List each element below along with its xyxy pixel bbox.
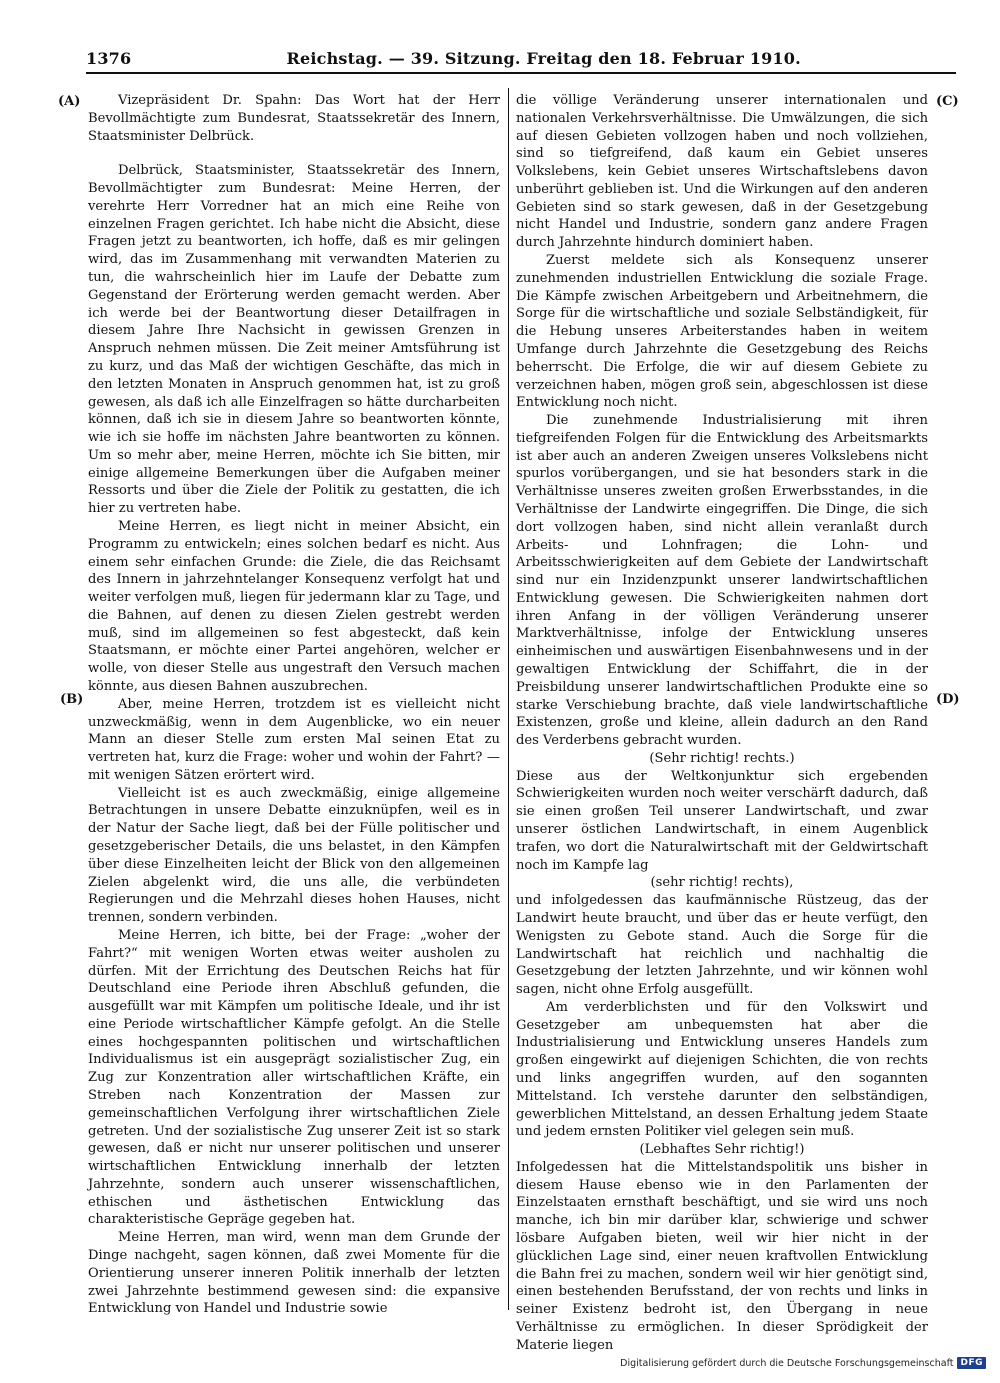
interjection: (sehr richtig! rechts), — [650, 875, 794, 891]
page-number: 1376 — [86, 49, 132, 68]
paragraph: Meine Herren, es liegt nicht in meiner Absicht, ein Programm zu entwickeln; eines solchen bedarf es nicht. Aus einem sehr einfachen Grunde: die Ziele, die das Reichsamt des Innern in jahrzehntelanger Konsequenz verfolgt hat und weiter verfolgen muß, liegen für jedermann klar zu Tage, und die Bahnen, auf denen zu diesen Zielen gestrebt werden muß, sind im allgemeinen so fest abgesteckt, daß kein Staatsmann, er möchte einer Partei angehören, welcher er wolle, von dieser Stelle aus ungestraft den Versuch machen könnte, aus diesen Bahnen auszubrechen. — [88, 518, 500, 694]
column-divider — [508, 88, 509, 1310]
paragraph: Meine Herren, man wird, wenn man dem Grunde der Dinge nachgeht, sagen können, daß zwei Momente für die Orientierung unserer inneren Politik innerhalb der letzten zwei Jahrzehnte bestimmend gewesen sind: die expansive Entwicklung von Handel und Industrie sowie — [88, 1230, 500, 1317]
paragraph: Aber, meine Herren, trotzdem ist es vielleicht nicht unzweckmäßig, wenn in dem Augenblicke, wo ein neuer Mann an dieser Stelle zum ersten Mal seinen Etat zu vertreten hat, kurz die Frage: woher und wohin der Fahrt? — mit wenigen Sätzen erörtert wird. — [88, 696, 500, 783]
paragraph: und infolgedessen das kaufmännische Rüstzeug, das der Landwirt heute braucht, und über das er heute verfügt, den Wenigsten zu Gebote stand. Auch die Sorge für die Landwirtschaft hat reichlich und nachhaltig die Gesetzgebung der letzten Jahrzehnte, und wir können wohl sagen, nicht ohne Erfolg ausgefüllt. — [516, 893, 928, 998]
paragraph: Infolgedessen hat die Mittelstandspolitik uns bisher in diesem Hause ebenso wie in den Parlamenten der Einzelstaaten ernsthaft beschäftigt, und sie wird uns noch manche, ich bin mir darüber klar, schwierige und schwer lösbare Aufgaben bieten, weil wir hier nicht in der glücklichen Lage sind, einer neuen kraftvollen Entwicklung die Bahn frei zu machen, sondern weil wir hier genötigt sind, einen bestehenden Berufsstand, der von rechts und links in seiner Existenz bedroht ist, den Übergang in neue Verhältnisse zu ermöglichen. In dieser Sprödigkeit der Materie liegen — [516, 1159, 928, 1353]
margin-marker-d: (D) — [936, 692, 960, 707]
paragraph: Vielleicht ist es auch zweckmäßig, einige allgemeine Betrachtungen in unsere Debatte einzuknüpfen, weil es in der Natur der Sache liegt, daß bei der Fülle politischer und gesetzgeberischer Details, die uns belastet, in den Kämpfen über diese Einzelheiten leicht der Blick von den allgemeinen Zielen abgelenkt wird, die uns alle, die verbündeten Regierungen und die Mehrzahl dieses hohen Hauses, nicht trennen, sondern verbinden. — [88, 785, 500, 926]
page-header — [86, 42, 956, 68]
paragraph: die völlige Veränderung unserer internationalen und nationalen Verkehrsverhältnisse. Die Umwälzungen, die sich auf diesen Gebieten vollzogen haben und noch vollziehen, sind so tiefgreifend, daß kaum ein Gebiet unseres Volkslebens, kein Gebiet unseres Wirtschaftslebens davon unberührt geblieben ist. Und die Wirkungen auf den anderen Gebieten sind so stark gewesen, daß in der Gesetzgebung nicht Handel und Industrie, sondern ganz andere Fragen durch Jahrzehnte hindurch dominiert haben. — [516, 93, 928, 251]
paragraph: Zuerst meldete sich als Konsequenz unserer zunehmenden industriellen Entwicklung die soziale Frage. Die Kämpfe zwischen Arbeitgebern und Arbeitnehmern, die Sorge für die wirtschaftliche und soziale Selbständigkeit, für die Hebung unseres Arbeiterstandes haben in weitem Umfange durch Jahrzehnte die Gesetzgebung des Reichs beherrscht. Die Erfolge, die wir auf diesem Gebiete zu verzeichnen haben, mögen groß sein, abgeschlossen ist diese Entwicklung noch nicht. — [516, 253, 928, 411]
paragraph: Diese aus der Weltkonjunktur sich ergebenden Schwierigkeiten wurden noch weiter verschärft dadurch, daß sie einen großen Teil unserer Landwirtschaft, und zwar unserer östlichen Landwirtschaft, in einem Augenblick trafen, wo dort die Naturalwirtschaft mit der Geldwirtschaft noch im Kampfe lag — [516, 768, 928, 873]
margin-marker-a: (A) — [58, 94, 81, 109]
right-column — [516, 92, 928, 1353]
credit-text: Digitalisierung gefördert durch die Deutsche Forschungsgemeinschaft — [620, 1357, 954, 1369]
paragraph: Delbrück, Staatsminister, Staatssekretär des Innern, Bevollmächtigter zum Bundesrat: Meine Herren, der verehrte Herr Vorredner hat an mich eine Reihe von einzelnen Fragen gerichtet. Ich habe nicht die Absicht, diese Fragen jetzt zu beantworten, ich hoffe, daß es mir gelingen wird, das im Zusammenhang mit verwandten Materien zu tun, die wahrscheinlich hier im Laufe der Debatte zum Gegenstand der Erörterung werden gemacht werden. Aber ich werde bei der Beantwortung dieser Detailfragen in diesem Jahre Ihre Nachsicht in gewissen Grenzen in Anspruch nehmen müssen. Die Zeit meiner Amtsführung ist zu kurz, und das Maß der wichtigen Geschäfte, das mich in den letzten Monaten in Anspruch genommen hat, ist zu groß gewesen, als daß ich alle Einzelfragen so hätte durcharbeiten können, daß ich sie in diesem Jahre so beantworten könnte, wie ich sie hoffe im nächsten Jahre beantworten zu können. Um so mehr aber, meine Herren, möchte ich Sie bitten, mir einige allgemeine Bemerkungen über die Aufgaben meiner Ressorts und über die Ziele der Politik zu gestatten, die ich hier zu vertreten habe. — [88, 163, 500, 517]
header-rule — [86, 72, 956, 74]
paragraph: Meine Herren, ich bitte, bei der Frage: „woher der Fahrt?“ mit wenigen Worten etwas weiter ausholen zu dürfen. Mit der Errichtung des Deutschen Reichs hat für Deutschland eine Periode ihren Abschluß gefunden, die ausgefüllt war mit Kämpfen um politische Ideale, und ihr ist eine Periode wirtschaftlicher Kämpfe gefolgt. An die Stelle eines hochgespannten politischen und wirtschaftlichen Individualismus ist ein ausgeprägt sozialistischer Zug, ein Zug zur Konzentration aller wirtschaftlichen Kräfte, ein Streben nach Konzentration der Massen zur gemeinschaftlichen Verfolgung ihrer wirtschaftlichen Ziele getreten. Und der sozialistische Zug unserer Zeit ist so stark gewesen, daß er nicht nur unserer politischen und unserer wirtschaftlichen Entwicklung innerhalb der letzten Jahrzehnte, sondern auch unserer wissenschaftlichen, ethischen und ästhetischen Entwicklung das charakteristische Gepräge gegeben hat. — [88, 927, 500, 1228]
digitization-credit — [620, 1357, 986, 1369]
dfg-logo-icon: DFG — [957, 1357, 986, 1369]
interjection: (Lebhaftes Sehr richtig!) — [639, 1142, 805, 1158]
paragraph: Vizepräsident Dr. Spahn: Das Wort hat der Herr Bevollmächtigte zum Bundesrat, Staatssekretär des Innern, Staatsminister Delbrück. — [88, 93, 500, 144]
left-column — [88, 92, 500, 1317]
paragraph: Die zunehmende Industrialisierung mit ihren tiefgreifenden Folgen für die Entwicklung des Arbeitsmarkts ist aber auch an anderen Zweigen unseres Volkslebens nicht spurlos vorübergangen, und sie hat besonders stark in die Verhältnisse unseres zweiten großen Erwerbsstandes, in die Verhältnisse der Landwirte eingegriffen. Die Dinge, die sich dort vollzogen haben, sind nicht allein veranlaßt durch Arbeits- und Lohnfragen; die Lohn- und Arbeitsschwierigkeiten auf dem Gebiete der Landwirtschaft sind nur ein Inzidenzpunkt unserer landwirtschaftlichen Entwicklung gewesen. Die Schwierigkeiten nahmen dort ihren Anfang in der völligen Veränderung unserer Marktverhältnisse, infolge der Entwicklung unseres einheimischen und auswärtigen Eisenbahnwesens und in der gewaltigen Entwicklung der Schiffahrt, die in der Preisbildung unserer landwirtschaftlichen Produkte eine so starke Verschiebung brachte, daß viele landwirtschaftliche Existenzen, große und kleine, allein dadurch an den Rand des Verderbens gebracht wurden. — [516, 413, 928, 749]
running-head: Reichstag. — 39. Sitzung. Freitag den 18. Februar 1910. — [286, 49, 801, 68]
margin-marker-b: (B) — [60, 692, 84, 707]
margin-marker-c: (C) — [936, 94, 959, 109]
interjection: (Sehr richtig! rechts.) — [649, 750, 795, 766]
paragraph: Am verderblichsten und für den Volkswirt und Gesetzgeber am unbequemsten hat aber die Industrialisierung und Entwicklung unseres Handels zum großen eingewirkt auf diejenigen Schichten, die von rechts und links angegriffen wurden, auf den sogannten Mittelstand. Ich verstehe darunter den selbständigen, gewerblichen Mittelstand, an dessen Erhaltung jedem Staate und jedem ernsten Politiker viel gelegen sein muß. — [516, 999, 928, 1140]
